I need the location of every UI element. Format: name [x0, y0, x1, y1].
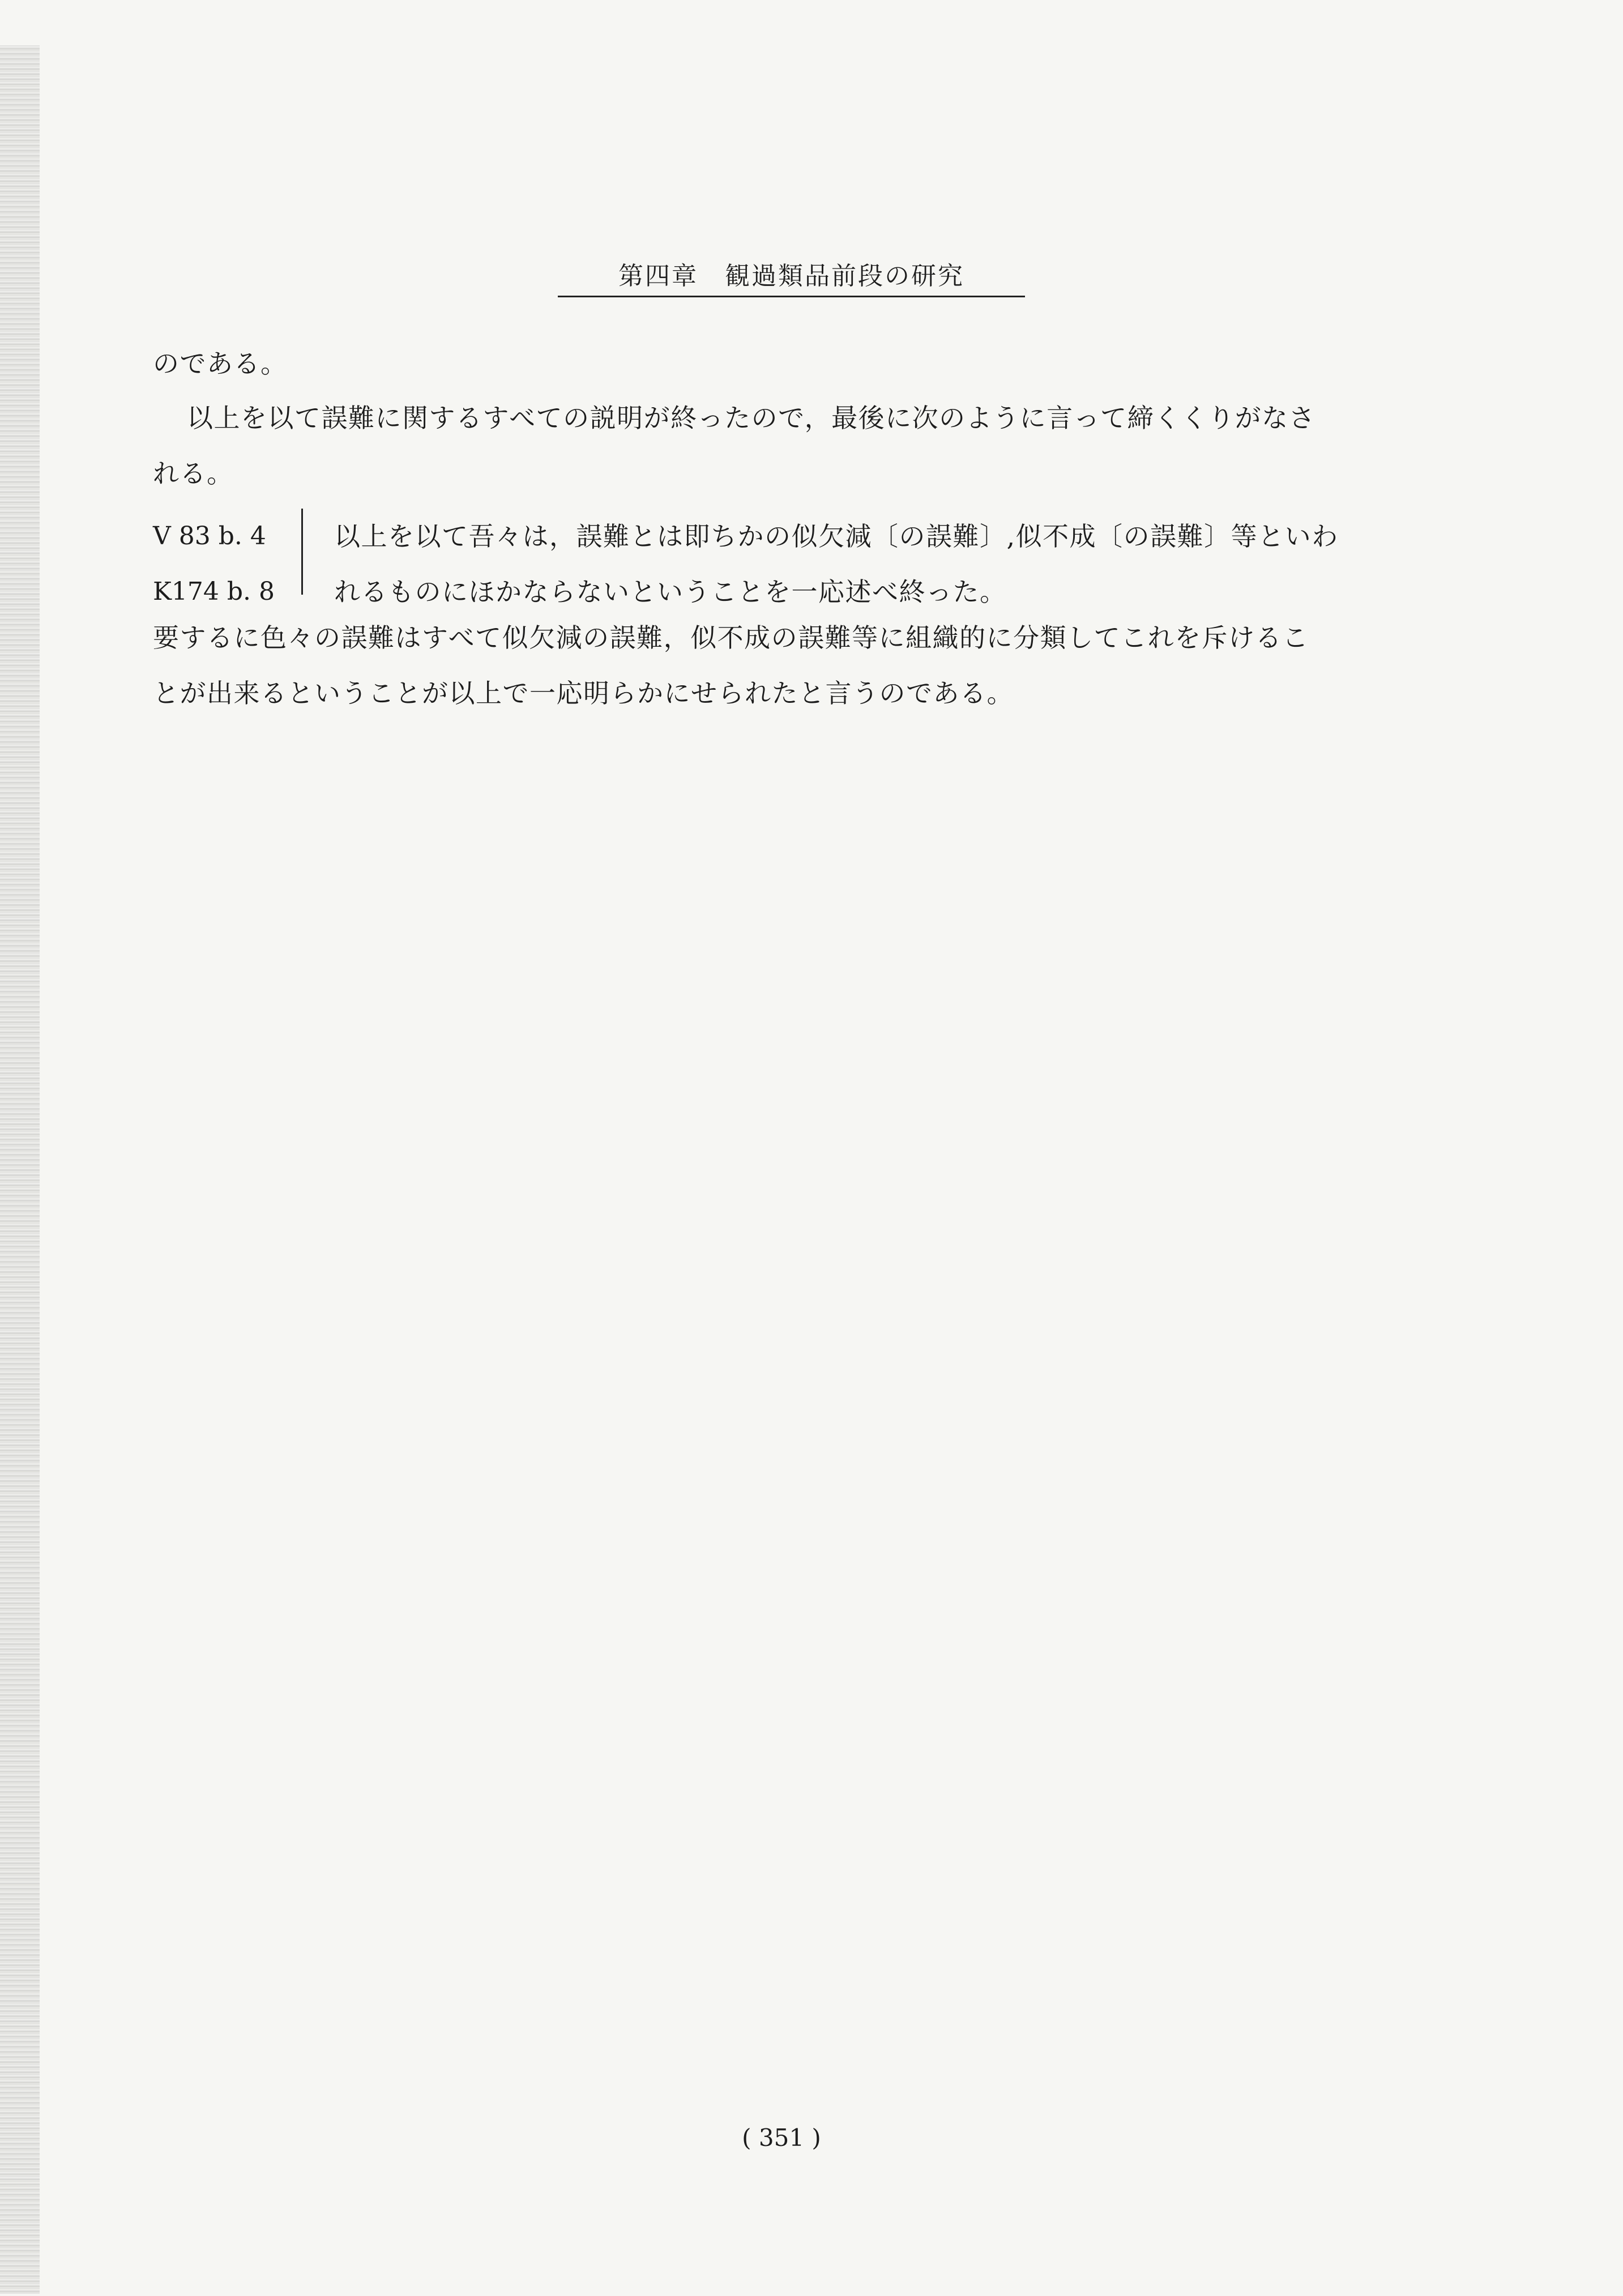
- citation-ref-k: K174 b. 8: [153, 577, 275, 606]
- quoted-line: 以上を以て吾々は，誤難とは即ちかの似欠減〔の誤難〕,似不成〔の誤難〕等といわ: [334, 521, 1339, 552]
- text-line: 要するに色々の誤難はすべて似欠減の誤難，似不成の誤難等に組織的に分類してこれを斥けるこ: [153, 622, 1309, 653]
- text-line: とが出来るということが以上で一応明らかにせられたと言うのである。: [153, 678, 1014, 709]
- page-number: ( 351 ): [742, 2124, 821, 2152]
- text-line: れる。: [153, 458, 234, 489]
- chapter-running-head: 第四章 観過類品前段の研究: [558, 261, 1025, 297]
- citation-ref-v: V 83 b. 4: [153, 522, 266, 550]
- quoted-line: れるものにほかならないということを一応述べ終った。: [334, 577, 1007, 607]
- citation-quote-block: [153, 509, 1433, 613]
- citation-references: [153, 509, 300, 620]
- scan-edge-shadow: [0, 45, 40, 2294]
- text-line: 以上を以て誤難に関するすべての説明が終ったので，最後に次のように言って締くくりがなさ: [187, 403, 1316, 433]
- text-line: のである。: [153, 348, 288, 379]
- citation-divider: [301, 509, 303, 595]
- quoted-text: [334, 509, 1433, 620]
